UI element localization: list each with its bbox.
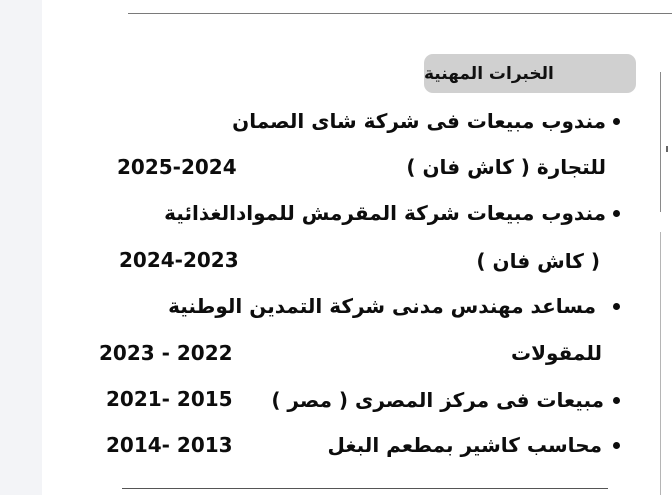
experience-2-years: 2024-2023	[119, 248, 239, 272]
experience-3-title: مساعد مهندس مدنى شركة التمدين الوطنية	[168, 294, 596, 318]
experience-2-title: مندوب مبيعات شركة المقرمش للموادالغذائية	[164, 201, 606, 225]
bullet-dot	[613, 442, 620, 449]
edge-mark	[666, 146, 668, 152]
experience-2-subtitle: ( كاش فان )	[476, 249, 600, 273]
section-title: الخبرات المهنية	[424, 63, 554, 84]
experience-1-subtitle: للتجارة ( كاش فان )	[406, 155, 606, 179]
page-edge-line	[660, 72, 661, 212]
section-header	[424, 54, 636, 93]
bottom-divider	[122, 488, 608, 489]
bullet-dot	[613, 303, 620, 310]
bullet-dot	[613, 118, 620, 125]
experience-5-title: محاسب كاشير بمطعم البغل	[327, 433, 602, 457]
top-divider	[128, 13, 672, 14]
experience-3-subtitle: للمقولات	[510, 341, 602, 365]
bullet-dot	[613, 210, 620, 217]
experience-3-years: 2023 - 2022	[99, 341, 233, 365]
experience-4-title: مبيعات فى مركز المصرى ( مصر )	[271, 388, 604, 412]
bullet-dot	[613, 397, 620, 404]
page-edge-line-lower	[660, 232, 661, 495]
experience-5-years: 2014- 2013	[106, 433, 233, 457]
experience-1-years: 2025-2024	[117, 155, 237, 179]
experience-1-title: مندوب مبيعات فى شركة شاى الصمان	[232, 109, 606, 133]
left-gutter	[0, 0, 42, 495]
experience-4-years: 2021- 2015	[106, 387, 233, 411]
